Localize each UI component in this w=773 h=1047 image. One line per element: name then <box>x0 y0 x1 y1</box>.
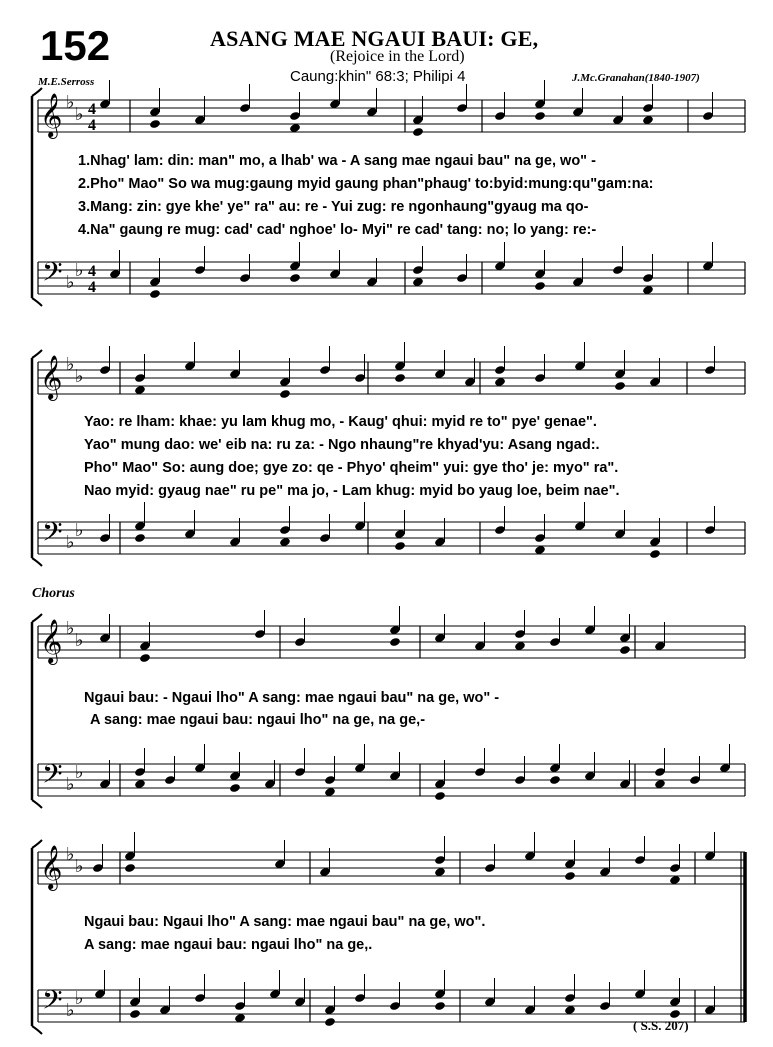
system4-bass-note <box>129 1009 141 1019</box>
system1-treble-note <box>412 127 424 137</box>
flat-icon: ♭ <box>75 988 84 1009</box>
system4-bass-note <box>434 1001 446 1011</box>
system2-bass-note <box>394 541 406 551</box>
treble-clef-icon: 𝄞 <box>40 619 63 663</box>
verse3-line1-lyric: 3.Mang: zin: gye khe' ye" ra" au: re - Yui zug: re ngonhaung"gyaug ma qo- <box>78 199 589 215</box>
treble-clef-icon: 𝄞 <box>40 355 63 399</box>
system-bracket <box>32 558 42 566</box>
verse1-line1-lyric: 1.Nhag' lam: din: man" mo, a lhab' wa - A sang mae ngaui bau" na ge, wo" - <box>78 153 596 169</box>
flat-icon: ♭ <box>75 520 84 541</box>
system1-bass-note <box>149 289 161 299</box>
verse4-line2-lyric: Nao myid: gyaug nae" ru pe" ma jo, - Lam khug: myid bo yaug loe, beim nae". <box>84 483 620 499</box>
verse3-line2-lyric: Pho" Mao" So: aung doe; gye zo: qe - Phyo' qheim" yui: gye tho' je: myo" ra". <box>84 460 619 476</box>
flat-icon: ♭ <box>66 354 75 375</box>
flat-icon: ♭ <box>66 774 75 795</box>
system2-treble-note <box>614 381 626 391</box>
composer-credit: J.Mc.Granahan(1840-1907) <box>572 72 700 84</box>
system1-treble-note <box>534 111 546 121</box>
system3-treble-note <box>139 653 151 663</box>
author-credit: M.E.Serross <box>38 76 95 88</box>
system3-treble-note <box>619 645 631 655</box>
flat-icon: ♭ <box>66 618 75 639</box>
time-signature: 4 <box>88 279 96 296</box>
flat-icon: ♭ <box>66 92 75 113</box>
hymn-subtitle: (Rejoice in the Lord) <box>330 48 465 65</box>
flat-icon: ♭ <box>75 104 84 125</box>
system-bracket <box>32 298 42 306</box>
system3-bass-note <box>229 783 241 793</box>
verse4-line1-lyric: 4.Na" gaung re mug: cad' cad' nghoe' lo- Myi" re cad' tang: no; lo yang: re:- <box>78 222 597 238</box>
chorus-label: Chorus <box>32 586 75 601</box>
system2-treble-note <box>279 389 291 399</box>
system4-bass-note <box>324 1017 336 1027</box>
flat-icon: ♭ <box>66 272 75 293</box>
hymn-title: ASANG MAE NGAUI BAUI: GE, <box>210 26 539 51</box>
time-signature: 4 <box>88 117 96 134</box>
flat-icon: ♭ <box>75 762 84 783</box>
chorus-line1-lyric-b: A sang: mae ngaui bau: ngaui lho" na ge, na ge,- <box>90 712 426 728</box>
flat-icon: ♭ <box>66 844 75 865</box>
treble-clef-icon: 𝄞 <box>40 845 63 889</box>
flat-icon: ♭ <box>75 366 84 387</box>
system1-bass-note <box>534 281 546 291</box>
bass-clef-icon: 𝄢 <box>42 758 63 796</box>
treble-clef-icon: 𝄞 <box>40 93 63 137</box>
system3-bass-note <box>549 775 561 785</box>
system1-treble-note <box>149 119 161 129</box>
flat-icon: ♭ <box>75 630 84 651</box>
system4-treble-note <box>564 871 576 881</box>
chorus-line2-lyric-b: A sang: mae ngaui bau: ngaui lho" na ge,. <box>84 937 373 953</box>
bass-clef-icon: 𝄢 <box>42 516 63 554</box>
chorus-line2-lyric-a: Ngaui bau: Ngaui lho" A sang: mae ngaui bau" na ge, wo". <box>84 914 486 930</box>
verse2-line2-lyric: Yao" mung dao: we' eib na: ru za: - Ngo nhaung"re khyad'yu: Asang ngad:. <box>84 437 600 453</box>
flat-icon: ♭ <box>66 532 75 553</box>
verse1-line2-lyric: Yao: re lham: khae: yu lam khug mo, - Kaug' qhui: myid re to" pye' genae". <box>84 414 597 430</box>
bass-clef-icon: 𝄢 <box>42 984 63 1022</box>
system2-bass-note <box>649 549 661 559</box>
verse2-line1-lyric: 2.Pho" Mao" So wa mug:gaung myid gaung phan"phaug' to:byid:mung:qu"gam:na: <box>78 176 654 192</box>
time-signature: 4 <box>88 101 96 118</box>
source-reference: ( S.S. 207) <box>633 1018 689 1033</box>
system2-treble-note <box>394 373 406 383</box>
hymn-number: 152 <box>40 22 111 69</box>
scripture-reference: Caung:khin" 68:3; Philipi 4 <box>290 68 466 85</box>
time-signature: 4 <box>88 263 96 280</box>
system3-bass-note <box>434 791 446 801</box>
system3-treble-note <box>389 637 401 647</box>
system-bracket <box>32 800 42 808</box>
flat-icon: ♭ <box>75 260 84 281</box>
chorus-line1-lyric-a: Ngaui bau: - Ngaui lho" A sang: mae ngaui bau" na ge, wo" - <box>84 690 500 706</box>
system-bracket <box>32 1026 42 1034</box>
system1-bass-note <box>289 273 301 283</box>
system2-bass-note <box>134 533 146 543</box>
bass-clef-icon: 𝄢 <box>42 256 63 294</box>
flat-icon: ♭ <box>66 1000 75 1021</box>
system4-bass-note <box>669 1009 681 1019</box>
system4-treble-note <box>124 863 136 873</box>
flat-icon: ♭ <box>75 856 84 877</box>
